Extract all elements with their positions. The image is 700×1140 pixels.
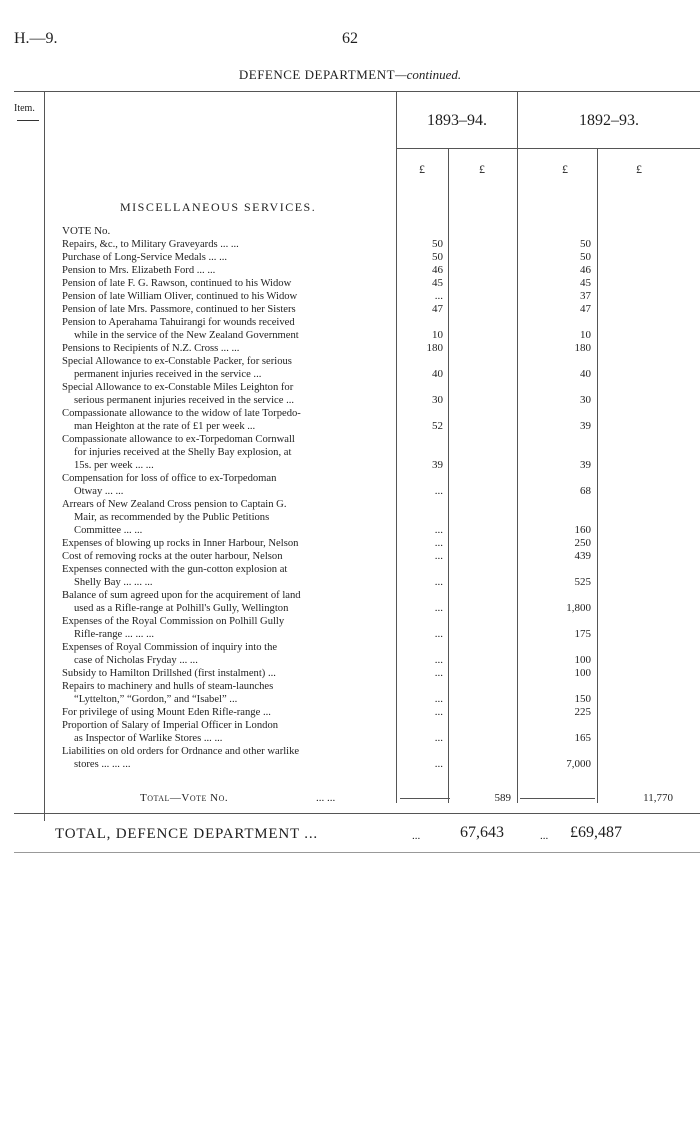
amount-1893-94: ... <box>434 290 443 302</box>
amount-1892-93: 68 <box>580 485 591 497</box>
amount-1893-94: 52 <box>432 420 443 432</box>
amount-1892-93: 37 <box>580 290 591 302</box>
item-header: Item. <box>14 103 35 114</box>
description-line: Pension of late Mrs. Passmore, continued to her Sisters <box>62 304 296 315</box>
description-line: Compassionate allowance to ex-Torpedoman Cornwall <box>62 434 295 445</box>
amount-1893-94: ... <box>434 706 443 718</box>
description-line: Subsidy to Hamilton Drillshed (first instalment) ... <box>62 668 276 679</box>
item-description <box>62 290 392 303</box>
description-line: “Lyttelton,” “Gordon,” and “Isabel” ... <box>74 694 238 705</box>
grand-total-dots: ... <box>540 830 549 842</box>
year-header-rule <box>397 148 700 149</box>
total-vote-dots: ... ... <box>316 792 336 804</box>
amount-1892-93: 50 <box>580 251 591 263</box>
grand-total-1893: 67,643 <box>460 824 504 841</box>
amount-column-rule <box>396 91 397 803</box>
amount-1892-93: 180 <box>574 342 591 354</box>
description-line: Expenses of the Royal Commission on Polhill Gully <box>62 616 285 627</box>
amount-1893-94: 30 <box>432 394 443 406</box>
item-description <box>62 342 392 355</box>
year-1892-93: 1892–93. <box>579 112 639 129</box>
item-description <box>62 537 392 550</box>
amount-1892-93: 39 <box>580 459 591 471</box>
description-line: Committee ... ... <box>74 525 143 536</box>
total-vote-label: Total—Vote No. <box>140 792 229 804</box>
amount-1892-93: 46 <box>580 264 591 276</box>
description-line: as Inspector of Warlike Stores ... ... <box>74 733 223 744</box>
bottom-rule <box>14 852 700 853</box>
amount-1893-94: ... <box>434 693 443 705</box>
total-rule <box>520 798 595 799</box>
amount-1892-93: 165 <box>574 732 591 744</box>
pound-sign: £ <box>636 162 642 176</box>
year-1893-94: 1893–94. <box>427 112 487 129</box>
description-line: stores ... ... ... <box>74 759 131 770</box>
amount-1893-94: 47 <box>432 303 443 315</box>
description-line: Expenses of blowing up rocks in Inner Harbour, Nelson <box>62 538 299 549</box>
total-vote-1893: 589 <box>494 792 511 804</box>
description-line: For privilege of using Mount Eden Rifle-range ... <box>62 707 271 718</box>
item-column-rule <box>44 91 45 821</box>
amount-1892-93: 1,800 <box>566 602 591 614</box>
subcolumn-rule <box>448 148 449 803</box>
description-line: serious permanent injuries received in the service ... <box>74 395 295 406</box>
item-description <box>62 433 392 472</box>
description-line: used as a Rifle-range at Polhill's Gully, Wellington <box>74 603 289 614</box>
description-line: Otway ... ... <box>74 486 124 497</box>
description-line: Repairs, &c., to Military Graveyards ... ... <box>62 239 239 250</box>
amount-1892-93: 175 <box>574 628 591 640</box>
amount-1892-93: 100 <box>574 667 591 679</box>
item-description <box>62 680 392 706</box>
grand-total-dots: ... <box>412 830 421 842</box>
amount-1892-93: 10 <box>580 329 591 341</box>
amount-1893-94: ... <box>434 758 443 770</box>
description-line: Balance of sum agreed upon for the acquirement of land <box>62 590 301 601</box>
item-description <box>62 641 392 667</box>
description-line: Repairs to machinery and hulls of steam-launches <box>62 681 274 692</box>
amount-1892-93: 525 <box>574 576 591 588</box>
item-description <box>62 563 392 589</box>
grand-total-1892: £69,487 <box>570 824 622 841</box>
item-description <box>62 407 392 433</box>
description-line: Special Allowance to ex-Constable Miles Leighton for <box>62 382 294 393</box>
continued-label: —continued. <box>395 67 462 82</box>
amount-1893-94: ... <box>434 550 443 562</box>
amount-1893-94: 40 <box>432 368 443 380</box>
description-line: while in the service of the New Zealand Government <box>74 330 299 341</box>
description-line: Purchase of Long-Service Medals ... ... <box>62 252 228 263</box>
item-description <box>62 719 392 745</box>
amount-1893-94: ... <box>434 537 443 549</box>
grand-total-label: TOTAL, DEFENCE DEPARTMENT ... <box>55 826 318 842</box>
description-line: permanent injuries received in the service ... <box>74 369 262 380</box>
amount-1893-94: 39 <box>432 459 443 471</box>
item-description <box>62 277 392 290</box>
item-description <box>62 355 392 381</box>
amount-1893-94: 180 <box>426 342 443 354</box>
description-line: man Heighton at the rate of £1 per week ... <box>74 421 256 432</box>
item-description <box>62 550 392 563</box>
description-line: Expenses of Royal Commission of inquiry into the <box>62 642 278 653</box>
subcolumn-rule <box>597 148 598 803</box>
amount-1892-93: 30 <box>580 394 591 406</box>
description-line: Pension to Aperahama Tahuirangi for wounds received <box>62 317 295 328</box>
amount-1892-93: 439 <box>574 550 591 562</box>
amount-1892-93: 100 <box>574 654 591 666</box>
amount-1893-94: ... <box>434 602 443 614</box>
amount-1893-94: 50 <box>432 251 443 263</box>
description-line: Proportion of Salary of Imperial Officer in London <box>62 720 279 731</box>
total-vote-1892: 11,770 <box>643 792 673 804</box>
amount-1892-93: 225 <box>574 706 591 718</box>
page-number: 62 <box>342 30 358 47</box>
description-line: Pensions to Recipients of N.Z. Cross ... ... <box>62 343 240 354</box>
amount-1892-93: 47 <box>580 303 591 315</box>
description-line: Special Allowance to ex-Constable Packer, for serious <box>62 356 292 367</box>
item-description <box>62 615 392 641</box>
page-reference: H.—9. <box>14 30 58 47</box>
item-description <box>62 316 392 342</box>
description-line: Expenses connected with the gun-cotton explosion at <box>62 564 288 575</box>
description-line: Compensation for loss of office to ex-Torpedoman <box>62 473 277 484</box>
amount-1893-94: ... <box>434 628 443 640</box>
amount-1892-93: 45 <box>580 277 591 289</box>
amount-1892-93: 40 <box>580 368 591 380</box>
amount-1893-94: ... <box>434 576 443 588</box>
grand-total-rule <box>14 813 700 814</box>
amount-1892-93: 250 <box>574 537 591 549</box>
item-description <box>62 498 392 537</box>
table-top-rule <box>14 91 700 92</box>
description-line: Arrears of New Zealand Cross pension to Captain G. <box>62 499 287 510</box>
amount-1892-93: 50 <box>580 238 591 250</box>
description-line: for injuries received at the Shelly Bay explosion, at <box>74 447 292 458</box>
amount-1892-93: 150 <box>574 693 591 705</box>
item-description <box>62 303 392 316</box>
item-description <box>62 667 392 680</box>
item-description <box>62 264 392 277</box>
total-rule <box>400 798 450 799</box>
item-description <box>62 589 392 615</box>
description-line: Pension of late F. G. Rawson, continued to his Widow <box>62 278 292 289</box>
item-description <box>62 745 392 771</box>
amount-1893-94: ... <box>434 485 443 497</box>
amount-1892-93: 160 <box>574 524 591 536</box>
description-line: Pension to Mrs. Elizabeth Ford ... ... <box>62 265 216 276</box>
vote-label: VOTE No. <box>62 225 111 237</box>
pound-sign: £ <box>479 162 485 176</box>
item-underline <box>17 120 39 121</box>
description-line: Rifle-range ... ... ... <box>74 629 155 640</box>
description-line: Pension of late William Oliver, continued to his Widow <box>62 291 298 302</box>
description-line: Shelly Bay ... ... ... <box>74 577 153 588</box>
amount-1893-94: ... <box>434 524 443 536</box>
description-line: case of Nicholas Fryday ... ... <box>74 655 198 666</box>
description-line: Cost of removing rocks at the outer harbour, Nelson <box>62 551 283 562</box>
item-description <box>62 381 392 407</box>
description-line: Liabilities on old orders for Ordnance and other warlike <box>62 746 300 757</box>
amount-1893-94: 46 <box>432 264 443 276</box>
amount-1893-94: ... <box>434 667 443 679</box>
section-title: MISCELLANEOUS SERVICES. <box>120 200 317 214</box>
amount-1893-94: 10 <box>432 329 443 341</box>
description-line: Compassionate allowance to the widow of late Torpedo- <box>62 408 301 419</box>
pound-sign: £ <box>419 162 425 176</box>
description-line: 15s. per week ... ... <box>74 460 154 471</box>
amount-1893-94: 45 <box>432 277 443 289</box>
department-title: DEFENCE DEPARTMENT—continued. <box>238 67 462 82</box>
amount-1893-94: 50 <box>432 238 443 250</box>
item-description <box>62 251 392 264</box>
item-description <box>62 706 392 719</box>
amount-1893-94: ... <box>434 654 443 666</box>
item-description <box>62 472 392 498</box>
year-divider-rule <box>517 91 518 803</box>
amount-1893-94: ... <box>434 732 443 744</box>
pound-sign: £ <box>562 162 568 176</box>
amount-1892-93: 39 <box>580 420 591 432</box>
item-description <box>62 238 392 251</box>
amount-1892-93: 7,000 <box>566 758 591 770</box>
description-line: Mair, as recommended by the Public Petitions <box>74 512 270 523</box>
